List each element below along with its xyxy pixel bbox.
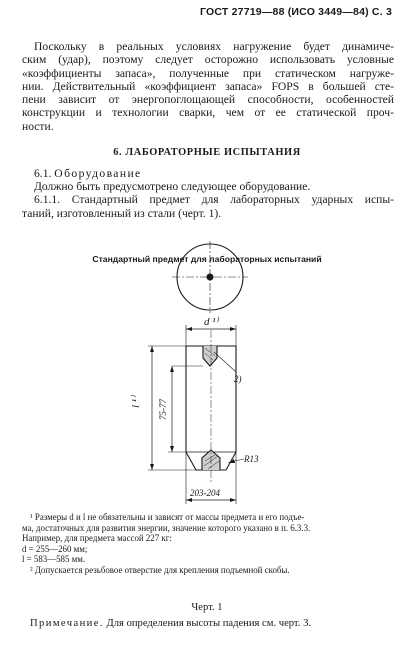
label-d: d ¹⁾ xyxy=(204,316,219,328)
figure-caption: Стандартный предмет для лабораторных испытаний xyxy=(92,254,322,264)
footnote-line: Например, для предмета массой 227 кг: xyxy=(22,533,172,544)
text-line: пени зависит от энергопоглощающей способности, особенностей xyxy=(22,93,394,107)
label-75-77: 75-77 xyxy=(158,399,168,420)
footnote-line: d = 255—260 мм; xyxy=(22,543,88,554)
note xyxy=(30,618,311,629)
text-line: Поскольку в реальных условиях нагружение будет динамиче- xyxy=(34,40,394,53)
label-l: l ¹⁾ xyxy=(130,396,142,408)
text-line: нии. Действительный «коэффициент запаса» FOPS в большей сте- xyxy=(22,79,394,93)
text-line: «коэффициенты запаса», полученные при статическом нагруже- xyxy=(22,66,394,80)
text-line: таний, изготовленный из стали (черт. 1). xyxy=(22,206,222,220)
label-hole-ref: 2) xyxy=(234,374,242,384)
note-text: Для определения высоты падения см. черт. 3. xyxy=(106,618,312,629)
page-header: ГОСТ 27719—88 (ИСО 3449—84) С. 3 xyxy=(200,6,392,18)
footnote-line: ¹ Размеры d и l не обязательны и зависят от массы предмета и его подъе- xyxy=(30,512,305,522)
text-line: 6.1.1. Стандартный предмет для лабораторных ударных испы- xyxy=(34,193,394,207)
footnote-line: ² Допускается резьбовое отверстие для крепления подъемной скобы. xyxy=(30,564,290,575)
label-radius: R13 xyxy=(244,454,259,464)
figure-label: Черт. 1 xyxy=(191,602,223,613)
text-line: ским (удар), поэтому следует осторожно использовать условные xyxy=(22,53,394,67)
section-title: 6. ЛАБОРАТОРНЫЕ ИСПЫТАНИЯ xyxy=(113,147,301,158)
subsection-number: 6.1. xyxy=(34,167,52,180)
text-line: ности. xyxy=(22,119,54,133)
footnote-line: ма, достаточных для развития энергии, значение которого указано в п. 6.3.3. xyxy=(22,522,311,533)
center-hole-mark xyxy=(207,274,213,280)
footnote-line: l = 583—585 мм. xyxy=(22,554,86,565)
subsection-title: Оборудование xyxy=(54,167,142,180)
text-line: конструкции и технологии сварки, чем от ее статической проч- xyxy=(22,106,394,120)
footnotes xyxy=(22,512,394,576)
note-label: Примечание. xyxy=(30,618,104,629)
label-203-204: 203-204 xyxy=(190,488,220,498)
text-line: Должно быть предусмотрено следующее оборудование. xyxy=(34,180,311,193)
